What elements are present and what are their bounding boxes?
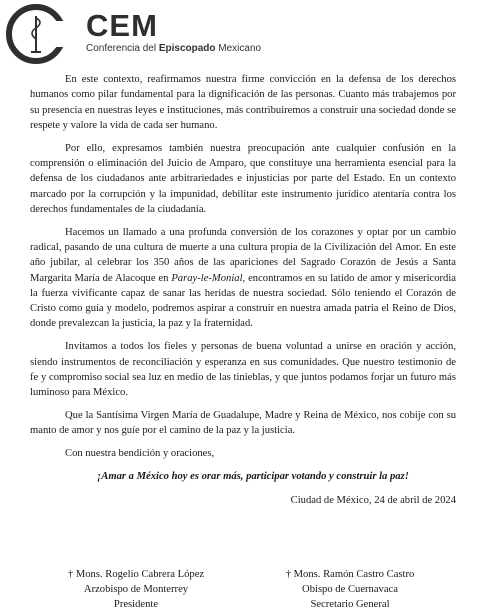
brand-subtitle-post: Mexicano bbox=[215, 43, 262, 54]
signer-name: † Mons. Ramón Castro Castro bbox=[285, 569, 415, 580]
signer-name: † Mons. Rogelio Cabrera López bbox=[67, 569, 205, 580]
motto: ¡Amar a México hoy es orar más, participar votando y construir la paz! bbox=[97, 471, 409, 483]
date-line: Ciudad de México, 24 de abril de 2024 bbox=[290, 494, 456, 506]
paragraph-4: Invitamos a todos los fieles y personas de buena voluntad a unirse en oración y acción, siendo instrumentos de reconciliación y esperanza en sus comunidades. Que nuestro testimonio de fe y compromiso social sea luz en medio de las tinieblas, y que juntos podamos forjar un futuro más luminoso para México. bbox=[30, 341, 456, 399]
letterhead bbox=[6, 4, 306, 64]
signer-role: Presidente bbox=[113, 599, 159, 610]
brand-subtitle bbox=[86, 43, 261, 54]
place-name: Paray-le-Monial bbox=[171, 272, 243, 284]
cem-logo-icon bbox=[6, 4, 70, 64]
letter-body bbox=[30, 72, 456, 508]
signer-role: Secretario General bbox=[310, 599, 390, 610]
signer-office: Arzobispo de Monterrey bbox=[83, 584, 189, 595]
signature-block-president bbox=[46, 567, 226, 612]
brand bbox=[86, 10, 261, 54]
brand-subtitle-bold: Episcopado bbox=[158, 43, 216, 54]
paragraph-2: Por ello, expresamos también nuestra preocupación ante cualquier confusión en la comprensión o eliminación del Juicio de Amparo, que constituye una herramienta esencial para la defensa de los ciudadanos ante arbitrariedades e injusticias por parte del Estado. En un contexto marcado por la corrupción y la impunidad, debilitar este instrumento jurídico atentaría contra los derechos fundamentales de la ciudadanía. bbox=[30, 142, 456, 215]
paragraph-3 bbox=[30, 225, 456, 332]
signer-office: Obispo de Cuernavaca bbox=[302, 584, 398, 595]
brand-subtitle-pre: Conferencia del bbox=[86, 43, 159, 54]
paragraph-5: Que la Santísima Virgen María de Guadalupe, Madre y Reina de México, nos cobije con su manto de amor y nos guíe por el camino de la paz y la justicia. bbox=[30, 409, 456, 437]
signature-block-secretary bbox=[260, 567, 440, 612]
paragraph-1: En este contexto, reafirmamos nuestra firme convicción en la defensa de los derechos humanos como pilar fundamental para la dignificación de las personas. Cuanto más trabajemos por su presencia en nuestras leyes e instituciones, más contribuiremos a construir una sociedad donde se respete y valore la vida de cada ser humano. bbox=[30, 74, 456, 131]
closing-greeting: Con nuestra bendición y oraciones, bbox=[65, 448, 215, 460]
brand-acronym: CEM bbox=[86, 8, 158, 43]
paragraph-3-part-a: Hacemos un llamado a una profunda conversión de los corazones y optar por un cambio radical, pasando de una cultura de muerte a una cultura propia de la Civilización del Amor. En este año jubilar, al celebrar los 350 años de las apariciones del Sagrado Corazón de Jesús a Santa Margarita María de Alacoque en bbox=[30, 226, 456, 284]
paragraph-3-part-b: , encontramos en su latido de amor y misericordia la fuerza vivificante capaz de sanar las heridas de nuestra sociedad. Sólo teniendo el Corazón de Cristo como guía y modelo, podremos aspirar a construir en nuestra amada patria el Reino de Dios, donde prevalezcan la justicia, la paz y la fraternidad. bbox=[30, 272, 456, 330]
